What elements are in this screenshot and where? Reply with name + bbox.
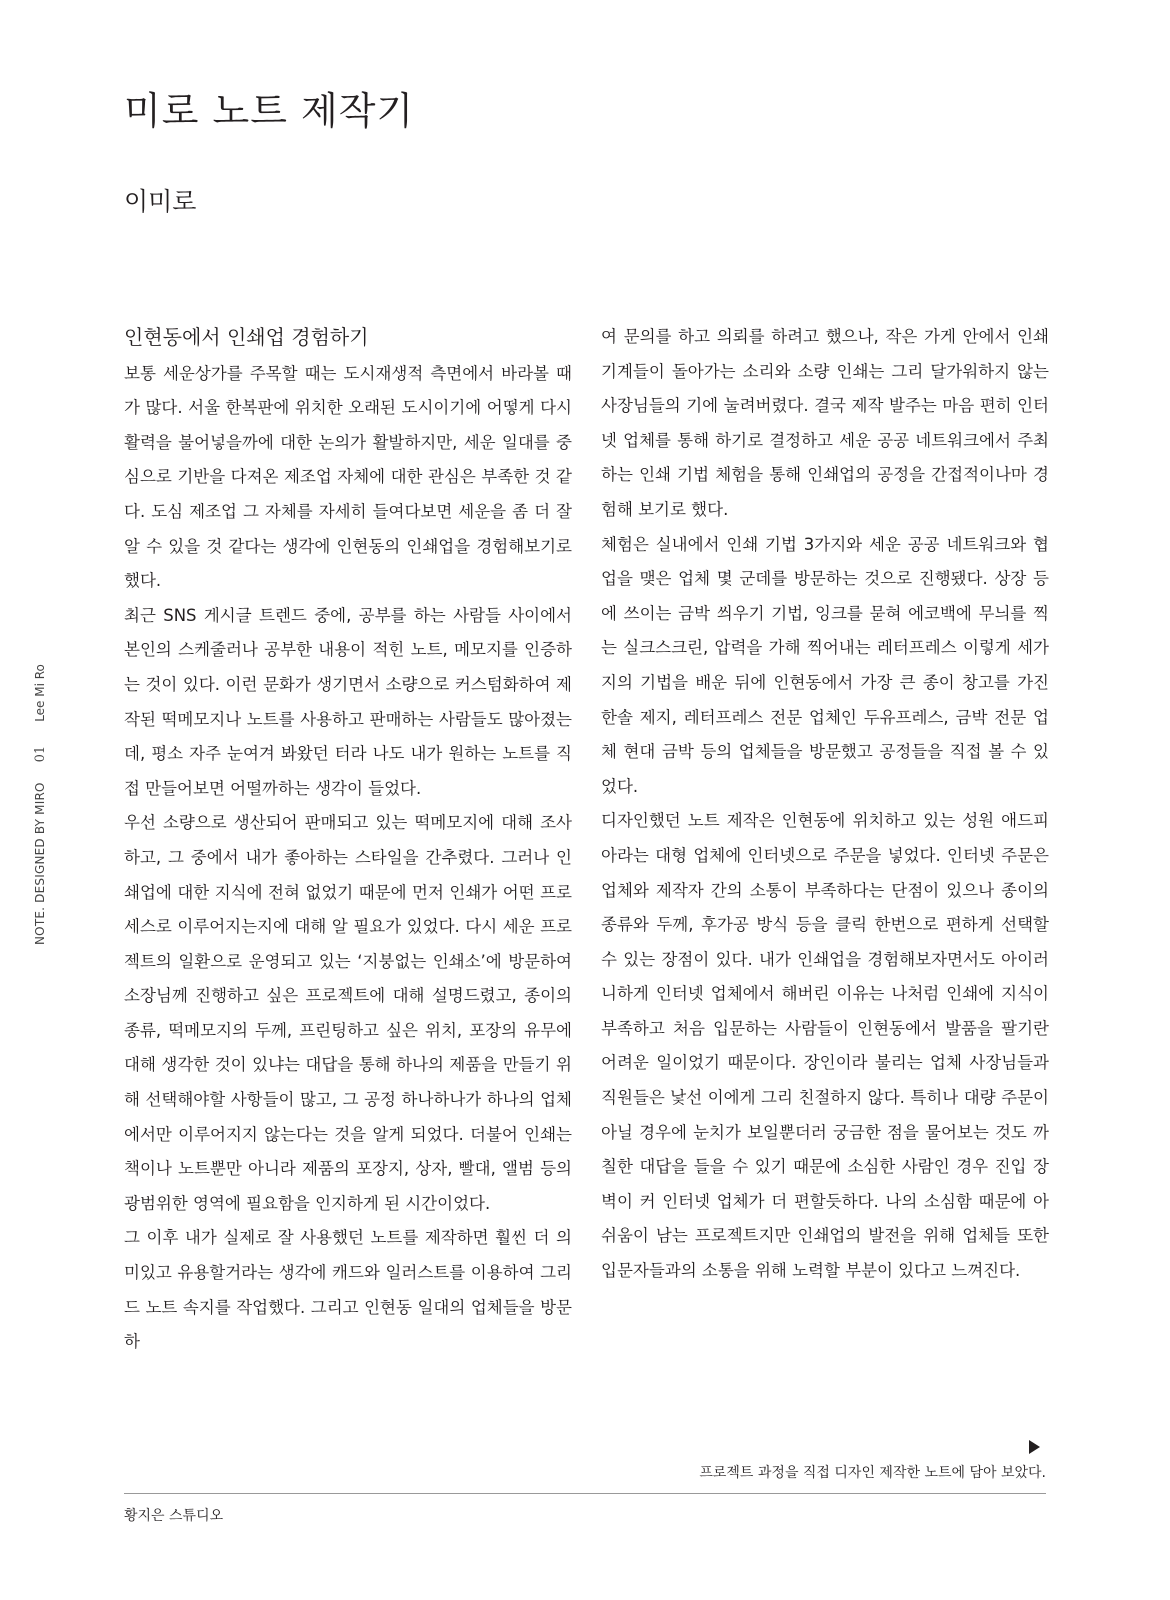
series-label: NOTE. DESIGNED BY MIRO xyxy=(33,782,47,945)
page-title: 미로 노트 제작기 xyxy=(124,89,415,133)
body-paragraph: 그 이후 내가 실제로 잘 사용했던 노트를 제작하면 훨씬 더 의미있고 유용할거라는 생각에 캐드와 일러스트를 이용하여 그리드 노트 속지를 작업했다. 그리고 인현동 일대의 업체들을 방문하 xyxy=(124,1228,572,1352)
right-column xyxy=(601,320,1049,1289)
footer-studio-name: 황지은 스튜디오 xyxy=(124,1508,224,1524)
play-triangle-icon xyxy=(1029,1440,1040,1454)
page-number: 01 xyxy=(32,745,48,763)
body-paragraph: 여 문의를 하고 의뢰를 하려고 했으나, 작은 가게 안에서 인쇄기계들이 돌아가는 소리와 소량 인쇄는 그리 달가워하지 않는 사장님들의 기에 눌려버렸다. 결국 제작 발주는 마음 편히 인터넷 업체를 통해 하기로 결정하고 세운 공공 네트워크에서 주최하는 인쇄 기법 체험을 통해 인쇄업의 공정을 간접적이나마 경험해 보기로 했다. xyxy=(601,327,1049,519)
side-label xyxy=(30,645,50,945)
body-paragraph: 우선 소량으로 생산되어 판매되고 있는 떡메모지에 대해 조사하고, 그 중에서 내가 좋아하는 스타일을 간추렸다. 그러나 인쇄업에 대한 지식에 전혀 없었기 때문에 먼저 인쇄가 어떤 프로세스로 이루어지는지에 대해 알 필요가 있었다. 다시 세운 프로젝트의 일환으로 운영되고 있는 ‘지붕없는 인쇄소’에 방문하여 소장님께 진행하고 싶은 프로젝트에 대해 설명드렸고, 종이의 종류, 떡메모지의 두께, 프린팅하고 싶은 위치, 포장의 유무에 대해 생각한 것이 있냐는 대답을 통해 하나의 제품을 만들기 위해 선택해야할 사항들이 많고, 그 공정 하나하나가 하나의 업체에서만 이루어지지 않는다는 것을 알게 되었다. 더불어 인쇄는 책이나 노트뿐만 아니라 제품의 포장지, 상자, 빨대, 앨범 등의 광범위한 영역에 필요함을 인지하게 된 시간이었다. xyxy=(124,813,572,1213)
section-heading: 인현동에서 인쇄업 경험하기 xyxy=(124,325,369,349)
left-column xyxy=(124,320,572,1360)
image-caption: 프로젝트 과정을 직접 디자인 제작한 노트에 담아 보았다. xyxy=(699,1465,1046,1481)
author-english-name: Lee Mi Ro xyxy=(33,664,47,722)
footer-divider xyxy=(124,1493,1046,1494)
body-paragraph: 보통 세운상가를 주목할 때는 도시재생적 측면에서 바라볼 때가 많다. 서울 한복판에 위치한 오래된 도시이기에 어떻게 다시 활력을 불어넣을까에 대한 논의가 활발하지만, 세운 일대를 중심으로 기반을 다져온 제조업 자체에 대한 관심은 부족한 것 같다. 도심 제조업 그 자체를 자세히 들여다보면 세운을 좀 더 잘 알 수 있을 것 같다는 생각에 인현동의 인쇄업을 경험해보기로 했다. xyxy=(124,363,572,591)
author-name: 이미로 xyxy=(124,187,197,216)
body-paragraph: 최근 SNS 게시글 트렌드 중에, 공부를 하는 사람들 사이에서 본인의 스케줄러나 공부한 내용이 적힌 노트, 메모지를 인증하는 것이 있다. 이런 문화가 생기면서 소량으로 커스텀화하여 제작된 떡메모지나 노트를 사용하고 판매하는 사람들도 많아졌는데, 평소 자주 눈여겨 봐왔던 터라 나도 내가 원하는 노트를 직접 만들어보면 어떨까하는 생각이 들었다. xyxy=(124,605,572,798)
body-paragraph: 체험은 실내에서 인쇄 기법 3가지와 세운 공공 네트워크와 협업을 맺은 업체 몇 군데를 방문하는 것으로 진행됐다. 상장 등에 쓰이는 금박 씌우기 기법, 잉크를 묻혀 에코백에 무늬를 찍는 실크스크린, 압력을 가해 찍어내는 레터프레스 이렇게 세가지의 기법을 배운 뒤에 인현동에서 가장 큰 종이 창고를 가진 한솔 제지, 레터프레스 전문 업체인 두유프레스, 금박 전문 업체 현대 금박 등의 업체들을 방문했고 공정들을 직접 볼 수 있었다. xyxy=(601,534,1049,796)
body-paragraph: 디자인했던 노트 제작은 인현동에 위치하고 있는 성원 애드피아라는 대형 업체에 인터넷으로 주문을 넣었다. 인터넷 주문은 업체와 제작자 간의 소통이 부족하다는 단점이 있으나 종이의 종류와 두께, 후가공 방식 등을 클릭 한번으로 편하게 선택할 수 있는 장점이 있다. 내가 인쇄업을 경험해보자면서도 아이러니하게 인터넷 업체에서 해버린 이유는 나처럼 인쇄에 지식이 부족하고 처음 입문하는 사람들이 인현동에서 발품을 팔기란 어려운 일이었기 때문이다. 장인이라 불리는 업체 사장님들과 직원들은 낯선 이에게 그리 친절하지 않다. 특히나 대량 주문이 아닐 경우에 눈치가 보일뿐더러 궁금한 점을 물어보는 것도 까칠한 대답을 들을 수 있기 때문에 소심한 사람인 경우 진입 장벽이 커 인터넷 업체가 더 편할듯하다. 나의 소심함 때문에 아쉬움이 남는 프로젝트지만 인쇄업의 발전을 위해 업체들 또한 입문자들과의 소통을 위해 노력할 부분이 있다고 느껴진다. xyxy=(601,811,1049,1281)
